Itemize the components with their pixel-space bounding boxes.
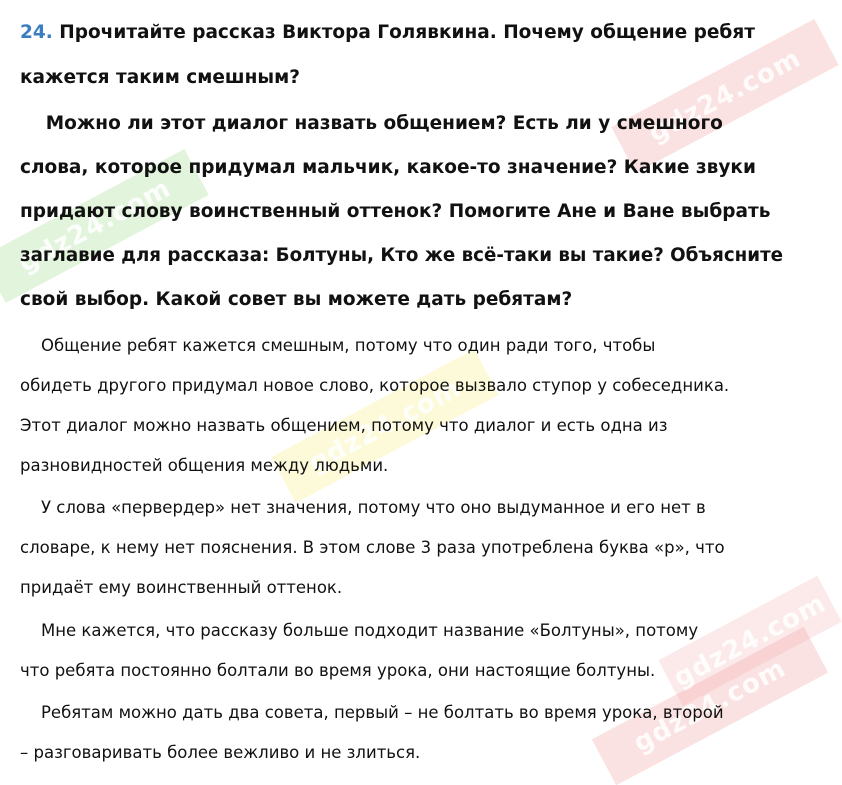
watermark-top-right: gdz24.com (611, 19, 838, 173)
task-line-7: свой выбор. Какой совет вы можете дать ребятам? (20, 289, 573, 310)
answer-line-5: У слова «первердер» нет значения, потому что оно выдуманное и его нет в (20, 498, 706, 517)
answer-line-4: разновидностей общения между людьми. (20, 456, 389, 475)
answer-line-3: Этот диалог можно назвать общением, потому что диалог и есть одна из (20, 416, 668, 435)
watermark-bottom-right: gdz24.com (592, 627, 828, 785)
answer-line-6: словаре, к нему нет пояснения. В этом слове 3 раза употреблена буква «р», что (20, 538, 725, 557)
watermark-left: gdz24.com (0, 149, 209, 303)
task-line-1 (20, 22, 790, 44)
task-line-5: придают слову воинственный оттенок? Помогите Ане и Ване выбрать (20, 201, 771, 222)
task-line-3: Можно ли этот диалог назвать общением? Есть ли у смешного (20, 113, 723, 134)
watermark-right-mid: gdz24.com (658, 576, 841, 706)
answer-line-2: обидеть другого придумал новое слово, которое вызвало ступор у собеседника. (20, 376, 730, 395)
answer-line-8: Мне кажется, что рассказу больше подходит название «Болтуны», потому (20, 621, 699, 640)
watermark-center: gdz24.com (271, 349, 498, 503)
task-line-2: кажется таким смешным? (20, 67, 300, 88)
answer-line-11: – разговаривать более вежливо и не злиться. (20, 743, 421, 762)
answer-line-1: Общение ребят кажется смешным, потому что один ради того, чтобы (20, 336, 656, 355)
task-line-6: заглавие для рассказа: Болтуны, Кто же всё-таки вы такие? Объясните (20, 245, 784, 266)
answer-line-10: Ребятам можно дать два совета, первый – не болтать во время урока, второй (20, 703, 724, 722)
task-text: Прочитайте рассказ Виктора Голявкина. Почему общение ребят (52, 22, 755, 43)
answer-line-9: что ребята постоянно болтали во время урока, они настоящие болтуны. (20, 661, 656, 680)
task-number: 24. (20, 22, 53, 43)
task-line-4: слова, которое придумал мальчик, какое-то значение? Какие звуки (20, 157, 756, 178)
answer-line-7: придаёт ему воинственный оттенок. (20, 578, 343, 597)
